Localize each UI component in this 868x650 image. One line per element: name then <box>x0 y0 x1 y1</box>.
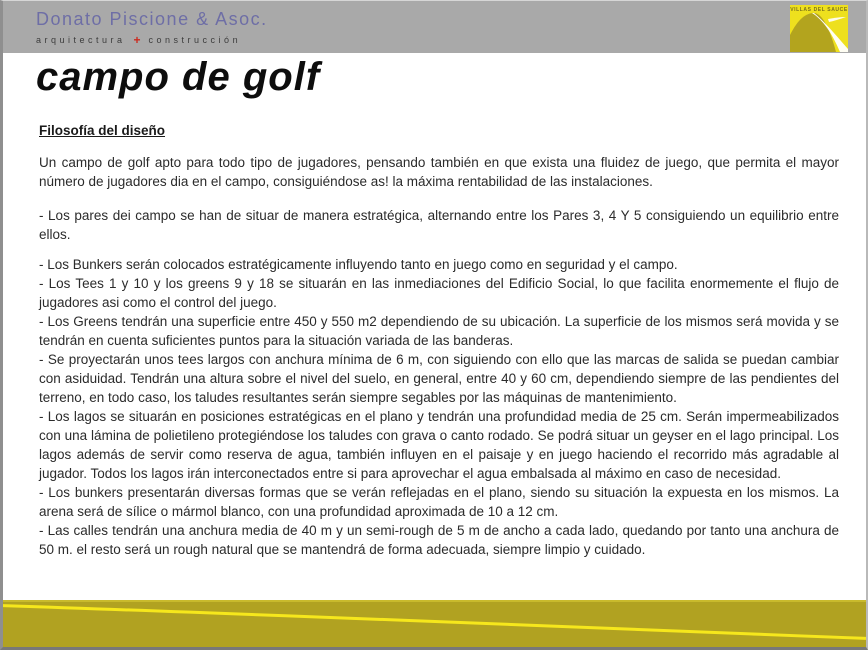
body-paragraph: - Los Bunkers serán colocados estratégicamente influyendo tanto en juego como en seguridad y el campo. <box>39 257 678 272</box>
body-paragraph: - Los bunkers presentarán diversas formas que se verán reflejadas en el plano, siendo su situación la expuesta en los mismos. La arena será de sílice o mármol blanco, con una profundidad aproximada de 10 a 12 cm. <box>39 485 839 519</box>
body-text <box>39 153 839 559</box>
company-name: Donato Piscione & Asoc. <box>36 9 268 29</box>
plus-icon: + <box>133 33 141 47</box>
villas-del-sauce-logo <box>790 5 848 52</box>
footer-band <box>0 600 868 647</box>
body-paragraph: - Los pares dei campo se han de situar de manera estratégica, alternando entre los Pares 3, 4 Y 5 consiguiendo un equilibrio entre ellos. <box>39 208 839 242</box>
body-paragraph: - Los Greens tendrán una superficie entre 450 y 550 m2 dependiendo de su ubicación. La superficie de los mismos será movida y se tendrán en cuenta suficientes puntos para la situación variada de las banderas. <box>39 314 839 348</box>
villas-logo-text: VILLAS DEL SAUCE <box>790 7 848 13</box>
body-paragraph: - Los lagos se situarán en posiciones estratégicas en el plano y tendrán una profundidad media de 25 cm. Serán impermeabilizados con una lámina de polietileno protegiéndose los taludes con grava o canto rodado. Se podrá situar un geyser en el lago principal. Los lagos además de servir como reserva de agua, también influyen en el paisaje y en juego haciendo el recorrido más agradable al jugador. Todos los lagos irán interconectados entre si para aprovechar el agua embalsada al máximo en caso de necesidad. <box>39 409 839 481</box>
page-title: campo de golf <box>36 55 321 99</box>
body-paragraph: Un campo de golf apto para todo tipo de jugadores, pensando también en que exista una fluidez de juego, que permita el mayor número de jugadores dia en el campo, consiguiéndose as! la máxima rentabilidad de las instalaciones. <box>39 155 839 189</box>
company-logo <box>36 9 268 47</box>
body-paragraph: - Los Tees 1 y 10 y los greens 9 y 18 se situarán en las inmediaciones del Edificio Social, lo que facilita enormemente el flujo de jugadores asi como el control del juego. <box>39 276 839 310</box>
header-band <box>0 1 868 53</box>
tagline-arquitectura: arquitectura <box>36 35 126 45</box>
section-heading: Filosofía del diseño <box>39 123 166 138</box>
tagline-construccion: construcción <box>148 35 242 45</box>
company-tagline <box>36 33 268 47</box>
body-paragraph: - Se proyectarán unos tees largos con anchura mínima de 6 m, con siguiendo con ello que las marcas de salida se puedan cambiar con asiduidad. Tendrán una altura sobre el nivel del suelo, en general, entre 40 y 60 cm, dependiendo siempre de las pendientes del terreno, en todo caso, los taludes resultantes serán siempre segables por las máquinas de mantenimiento. <box>39 352 839 405</box>
body-paragraph: - Las calles tendrán una anchura media de 40 m y un semi-rough de 5 m de ancho a cada lado, quedando por tanto una anchura de 50 m. el resto será un rough natural que se mantendrá de forma adecuada, siempre limpio y cuidado. <box>39 523 839 557</box>
footer-swoosh-icon <box>0 600 868 647</box>
